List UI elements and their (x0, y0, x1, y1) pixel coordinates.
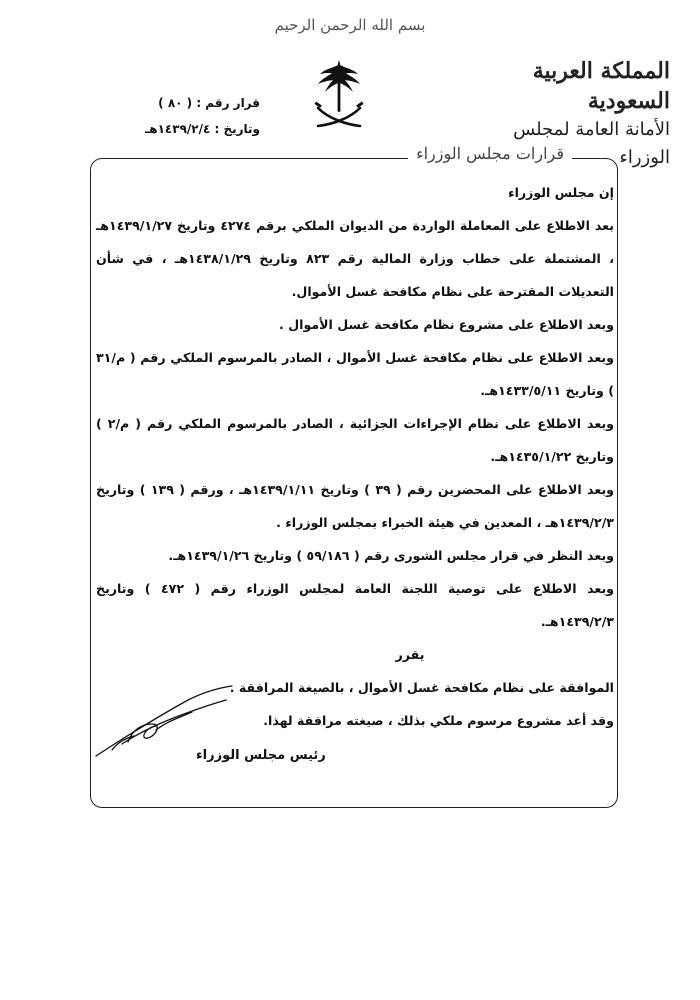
paragraph-committee: وبعد الاطلاع على توصية اللجنة العامة لمجلس الوزراء رقم ( ٤٧٢ ) وتاريخ ١٤٣٩/٢/٣هـ. (96, 581, 615, 629)
resolution-approval: الموافقة على نظام مكافحة غسل الأموال ، بالصيغة المرافقة . (229, 680, 614, 695)
paragraph-aml-law: وبعد الاطلاع على نظام مكافحة غسل الأموال ، الصادر بالمرسوم الملكي رقم ( م/٣١ ) وتاريخ ١٤٣٣/٥/١١هـ. (96, 350, 614, 398)
basmala: بسم الله الرحمن الرحيم (274, 16, 426, 34)
paragraph-shura: وبعد النظر في قرار مجلس الشورى رقم ( ٥٩/١٨٦ ) وتاريخ ١٤٣٩/١/٢٦هـ. (168, 548, 614, 563)
paragraph-minutes: وبعد الاطلاع على المحضرين رقم ( ٣٩ ) وتاريخ ١٤٣٩/١/١١هـ ، ورقم ( ١٣٩ ) وتاريخ ١٤٣٩/٢/٣هـ ، المعدين في هيئة الخبراء بمجلس الوزراء . (96, 482, 614, 530)
paragraph-criminal-procedure: وبعد الاطلاع على نظام الإجراءات الجزائية ، الصادر بالمرسوم الملكي رقم ( م/٢ ) وتاريخ ١٤٣٥/١/٢٢هـ. (96, 416, 615, 464)
decision-number: قرار رقم : ( ٨٠ ) (158, 96, 260, 110)
resolution-decree: وقد أعد مشروع مرسوم ملكي بذلك ، صيغته مرافقة لهذا. (263, 713, 614, 728)
paragraph-draft-law: وبعد الاطلاع على مشروع نظام مكافحة غسل الأموال . (279, 317, 614, 332)
decision-reference (110, 90, 260, 142)
paragraph-royal-court: بعد الاطلاع على المعاملة الواردة من الديوان الملكي برقم ٤٢٧٤ وتاريخ ١٤٣٩/١/٢٧هـ ، المشتملة على خطاب وزارة المالية رقم ٨٢٣ وتاريخ ١٤٣٨/١/٢٩هـ ، في شأن التعديلات المقترحة على نظام مكافحة غسل الأموال. (96, 218, 614, 299)
preamble: إن مجلس الوزراء (508, 185, 614, 200)
kingdom-name: المملكة العربية السعودية (532, 58, 670, 114)
secretariat-name: الأمانة العامة لمجلس الوزراء (513, 119, 670, 168)
prime-minister-title: رئيس مجلس الوزراء (196, 748, 326, 763)
decides-heading: يقرر (395, 647, 425, 662)
decision-date: وتاريخ : ١٤٣٩/٢/٤هـ (145, 122, 260, 136)
frame-title: قرارات مجلس الوزراء (408, 144, 572, 163)
palm-and-swords-emblem (312, 58, 366, 136)
decision-body (96, 176, 614, 737)
